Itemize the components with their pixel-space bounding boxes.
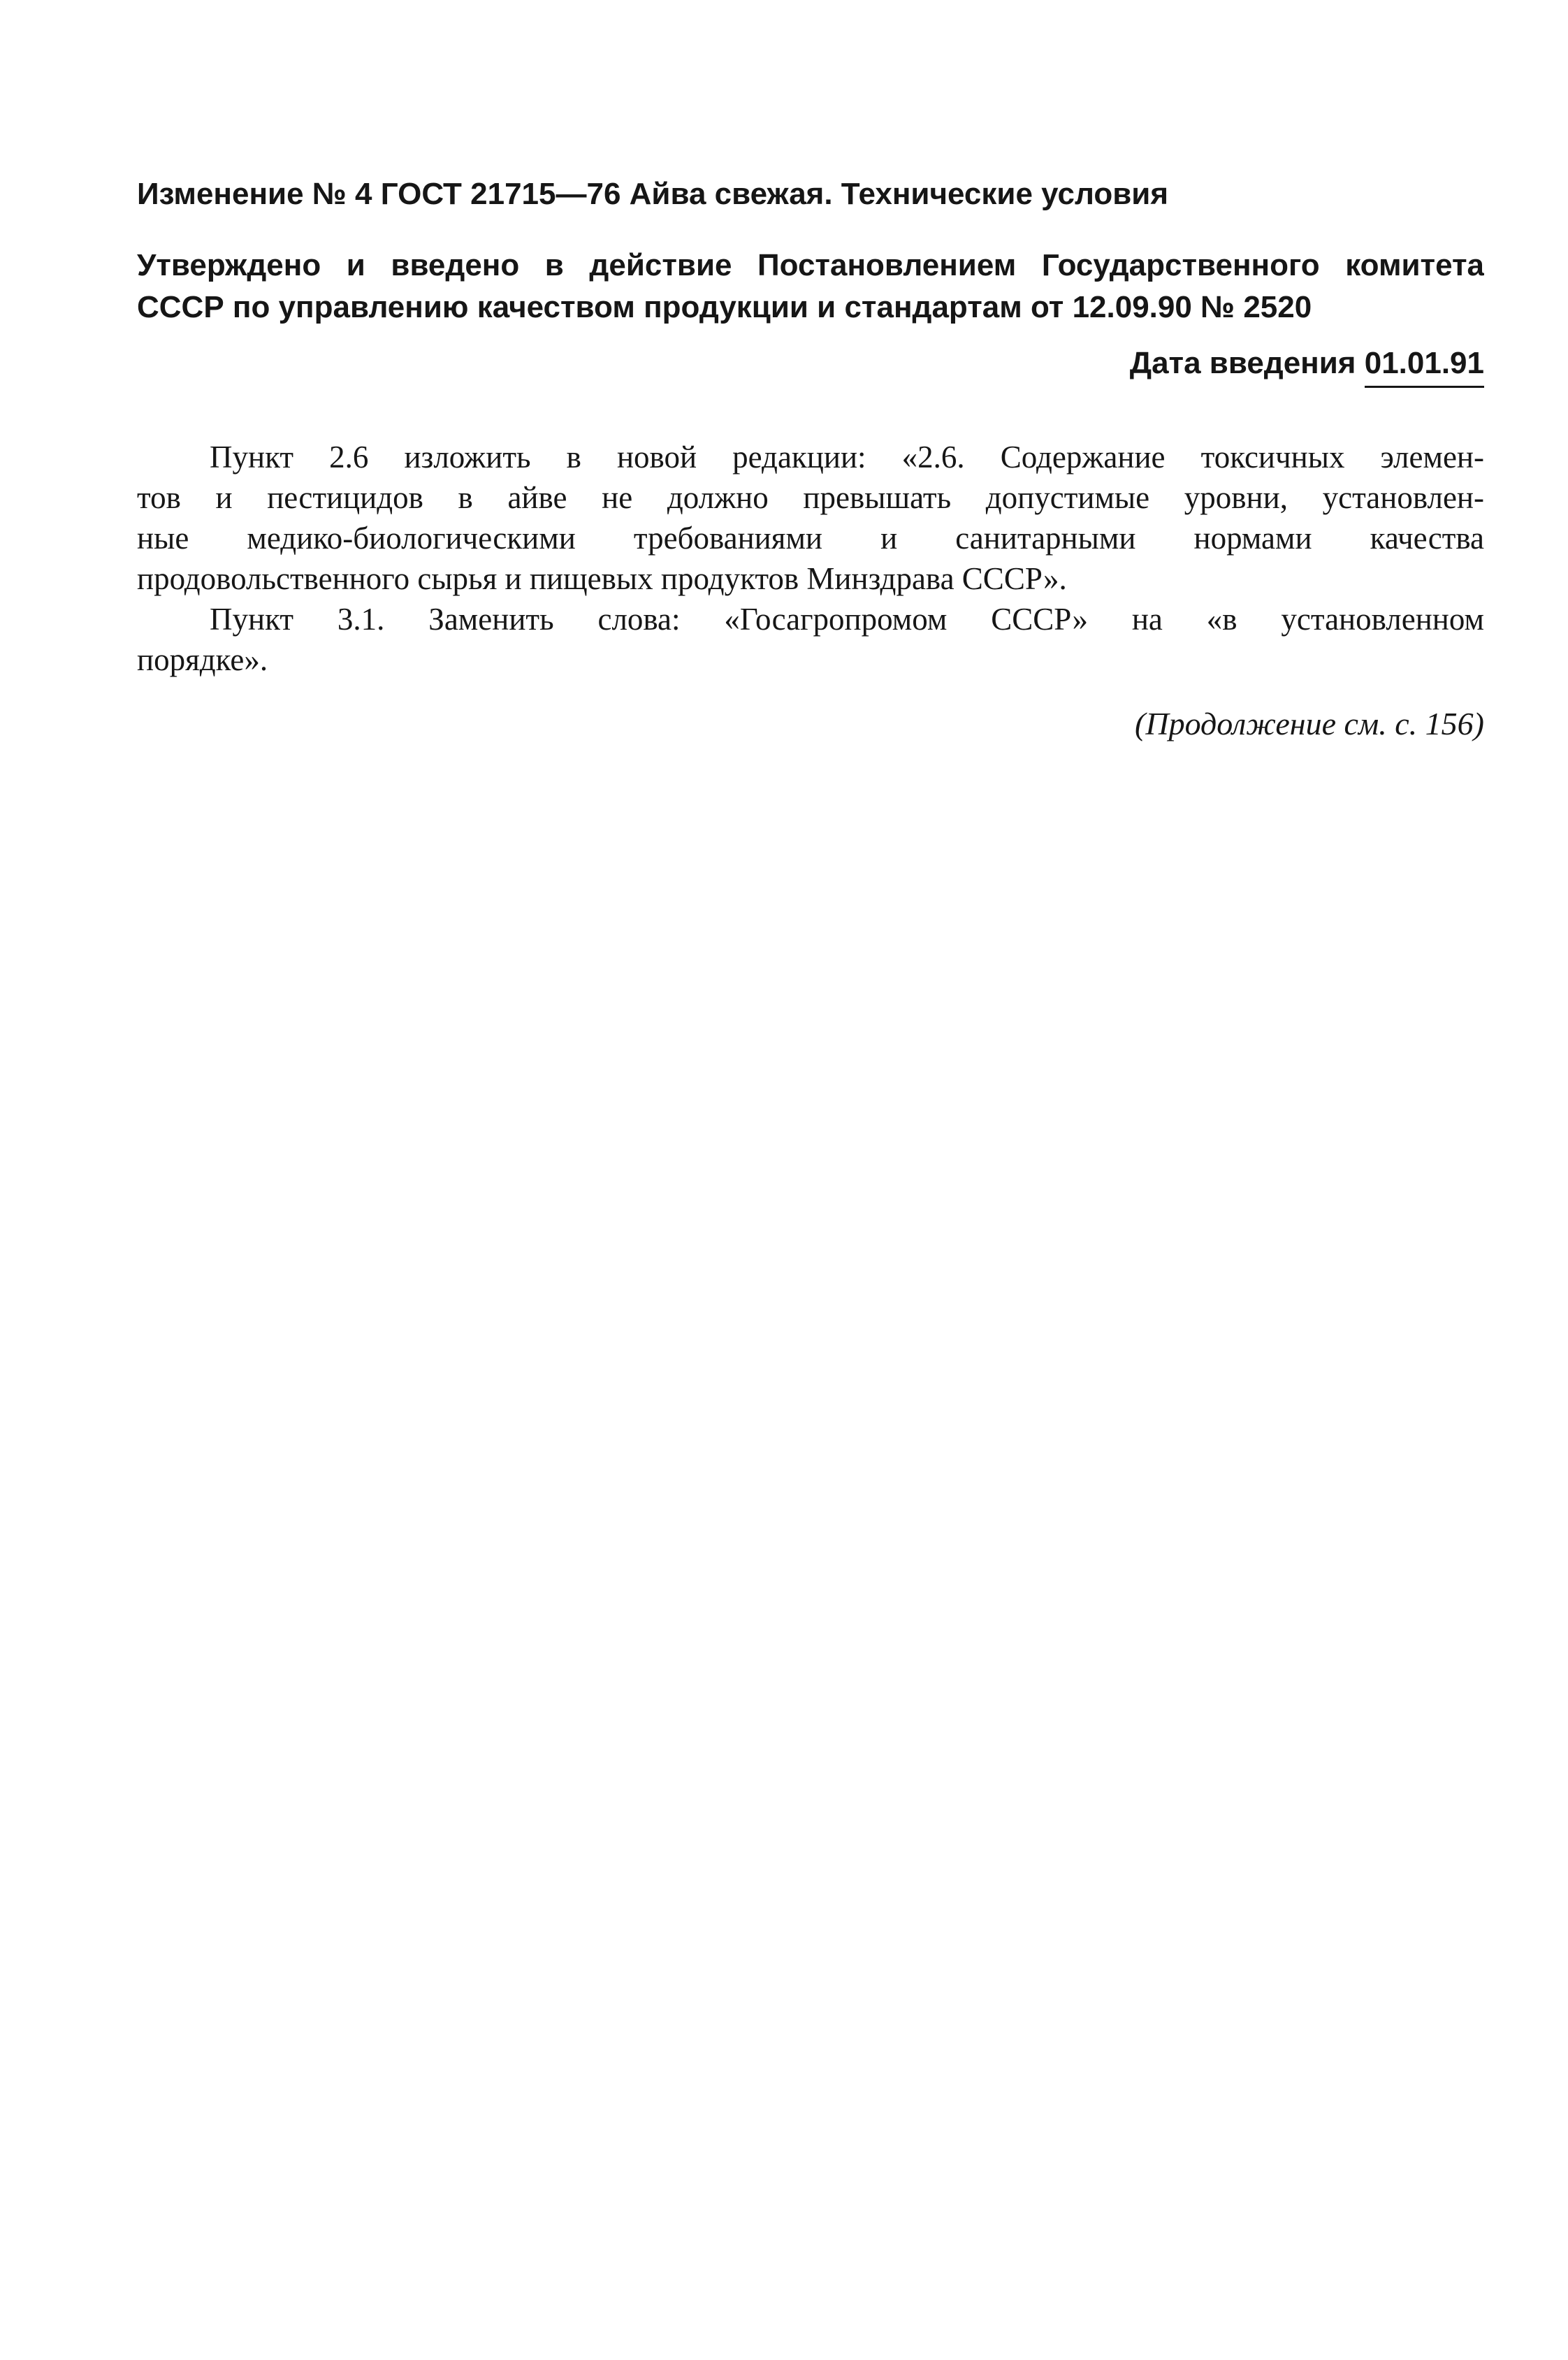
effective-date-label: Дата введения <box>1129 346 1356 380</box>
continuation-note: (Продолжение см. с. 156) <box>1135 706 1484 741</box>
approval-statement <box>137 245 1484 328</box>
paragraph-clause-3-1 <box>137 599 1484 680</box>
paragraph-clause-2-6 <box>137 437 1484 599</box>
effective-date <box>137 344 1484 388</box>
paragraph-line: ные медико-биологическими требованиями и санитарными нормами качества <box>137 521 1484 556</box>
paragraph-line: Пункт 3.1. Заменить слова: «Госагропромом СССР» на «в установленном <box>210 602 1484 637</box>
paragraph-line: Пункт 2.6 изложить в новой редакции: «2.6. Содержание токсичных элемен- <box>210 440 1484 475</box>
document-title: Изменение № 4 ГОСТ 21715—76 Айва свежая. Технические условия <box>137 177 1168 211</box>
approval-line: Утверждено и введено в действие Постановлением Государственного комитета <box>137 248 1484 282</box>
document-content <box>137 175 1484 744</box>
effective-date-value: 01.01.91 <box>1365 344 1484 388</box>
paragraph-line: порядке». <box>137 642 268 677</box>
approval-line: СССР по управлению качеством продукции и стандартам от 12.09.90 № 2520 <box>137 290 1312 324</box>
paragraph-line: тов и пестицидов в айве не должно превышать допустимые уровни, установлен- <box>137 480 1484 515</box>
paragraph-line: продовольственного сырья и пищевых продуктов Минздрава СССР». <box>137 561 1067 596</box>
